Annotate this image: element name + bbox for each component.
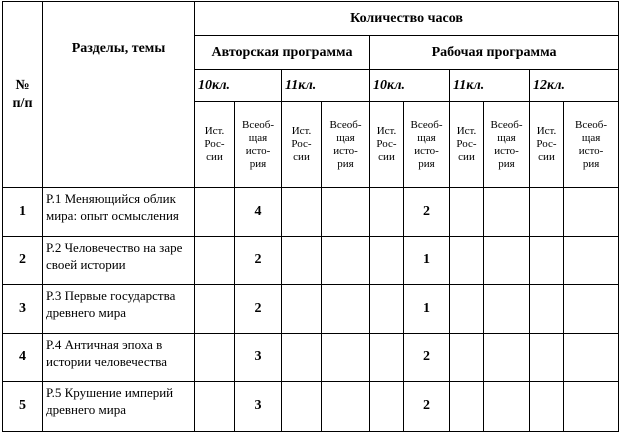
- work-general-hours: 2: [404, 333, 450, 381]
- grade-10-author: 10кл.: [195, 70, 282, 102]
- subheader-russia: Ист. Рос- сии: [282, 102, 322, 188]
- table-row: [3, 188, 619, 236]
- row-topic: Р.1 Меняющийся облик мира: опыт осмысления: [43, 188, 195, 236]
- grade-12-work: 12кл.: [530, 70, 619, 102]
- subheader-russia: Ист. Рос- сии: [530, 102, 564, 188]
- table-row: [3, 333, 619, 381]
- grade-10-work: 10кл.: [370, 70, 450, 102]
- work-program-header: Рабочая программа: [370, 36, 619, 70]
- row-topic: Р.2 Человечество на заре своей истории: [43, 236, 195, 284]
- author-general-hours: 4: [235, 188, 282, 236]
- work-general-hours: 2: [404, 381, 450, 431]
- author-general-hours: 2: [235, 236, 282, 284]
- author-general-hours: 3: [235, 381, 282, 431]
- grade-11-author: 11кл.: [282, 70, 370, 102]
- hours-header: Количество часов: [195, 2, 619, 36]
- row-number: 5: [3, 381, 43, 431]
- subheader-general: Всеоб- щая исто- рия: [235, 102, 282, 188]
- table-row: [3, 236, 619, 284]
- work-general-hours: 1: [404, 236, 450, 284]
- subheader-general: Всеоб- щая исто- рия: [322, 102, 370, 188]
- subheader-general: Всеоб- щая исто- рия: [404, 102, 450, 188]
- row-number: 4: [3, 333, 43, 381]
- work-general-hours: 1: [404, 284, 450, 333]
- author-general-hours: 3: [235, 333, 282, 381]
- row-number: 1: [3, 188, 43, 236]
- row-topic: Р.3 Первые государства древнего мира: [43, 284, 195, 333]
- row-number: 2: [3, 236, 43, 284]
- number-header: № п/п: [3, 2, 43, 188]
- subheader-russia: Ист. Рос- сии: [370, 102, 404, 188]
- grade-11-work: 11кл.: [450, 70, 530, 102]
- subheader-russia: Ист. Рос- сии: [195, 102, 235, 188]
- hours-table: [2, 1, 619, 432]
- sections-header: Разделы, темы: [43, 2, 195, 188]
- subheader-general: Всеоб- щая исто- рия: [484, 102, 530, 188]
- row-topic: Р.4 Античная эпоха в истории человечества: [43, 333, 195, 381]
- author-general-hours: 2: [235, 284, 282, 333]
- table-row: [3, 381, 619, 431]
- row-topic: Р.5 Крушение империй древнего мира: [43, 381, 195, 431]
- author-program-header: Авторская программа: [195, 36, 370, 70]
- row-number: 3: [3, 284, 43, 333]
- subheader-russia: Ист. Рос- сии: [450, 102, 484, 188]
- work-general-hours: 2: [404, 188, 450, 236]
- subheader-general: Всеоб- щая исто- рия: [564, 102, 619, 188]
- table-row: [3, 284, 619, 333]
